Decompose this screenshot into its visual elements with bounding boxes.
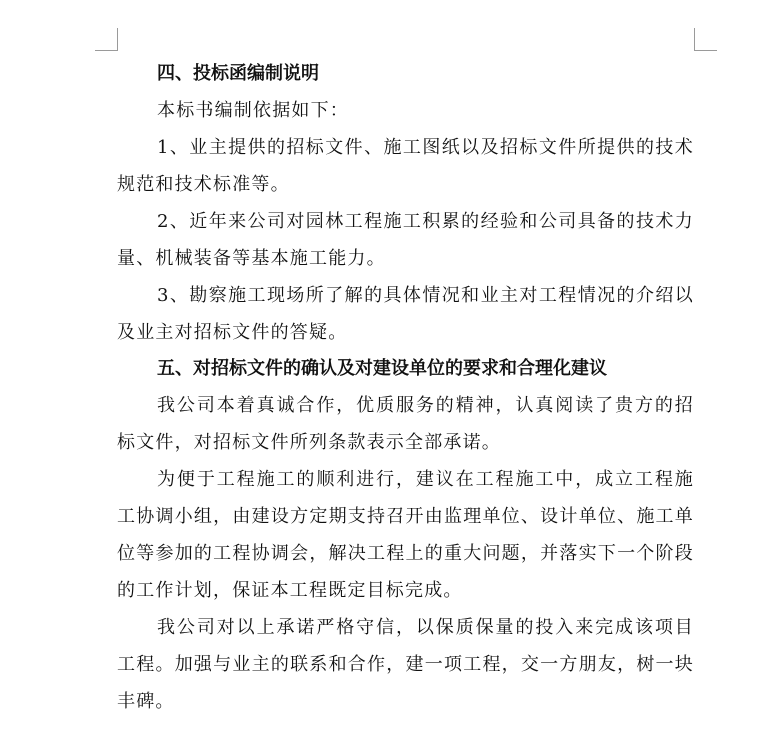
section-4-item-3: 3、勘察施工现场所了解的具体情况和业主对工程情况的介绍以及业主对招标文件的答疑。 [117, 285, 694, 343]
section-4-intro: 本标书编制依据如下： [157, 100, 349, 121]
section-4-item-2: 2、近年来公司对园林工程施工积累的经验和公司具备的技术力量、机械装备等基本施工能力。 [117, 211, 694, 269]
section-5-paragraph-2: 为便于工程施工的顺利进行，建议在工程施工中，成立工程施工协调小组，由建设方定期支持召开由监理单位、设计单位、施工单位等参加的工程协调会，解决工程上的重大问题，并落实下一个阶段的工作计划，保证本工程既定目标完成。 [117, 469, 694, 601]
margin-corner-mark-top-right [694, 28, 717, 51]
section-5-paragraph-3: 我公司对以上承诺严格守信，以保质保量的投入来完成该项目工程。加强与业主的联系和合作，建一项工程，交一方朋友，树一块丰碑。 [117, 617, 694, 712]
section-4-heading: 四、投标函编制说明 [157, 63, 319, 84]
section-4-item-1: 1、业主提供的招标文件、施工图纸以及招标文件所提供的技术规范和技术标准等。 [117, 137, 694, 195]
document-body [117, 56, 694, 720]
section-5-heading: 五、对招标文件的确认及对建设单位的要求和合理化建议 [157, 358, 607, 379]
margin-corner-mark-top-left [95, 28, 118, 51]
section-5-paragraph-1: 我公司本着真诚合作，优质服务的精神，认真阅读了贵方的招标文件，对招标文件所列条款表示全部承诺。 [117, 395, 694, 453]
